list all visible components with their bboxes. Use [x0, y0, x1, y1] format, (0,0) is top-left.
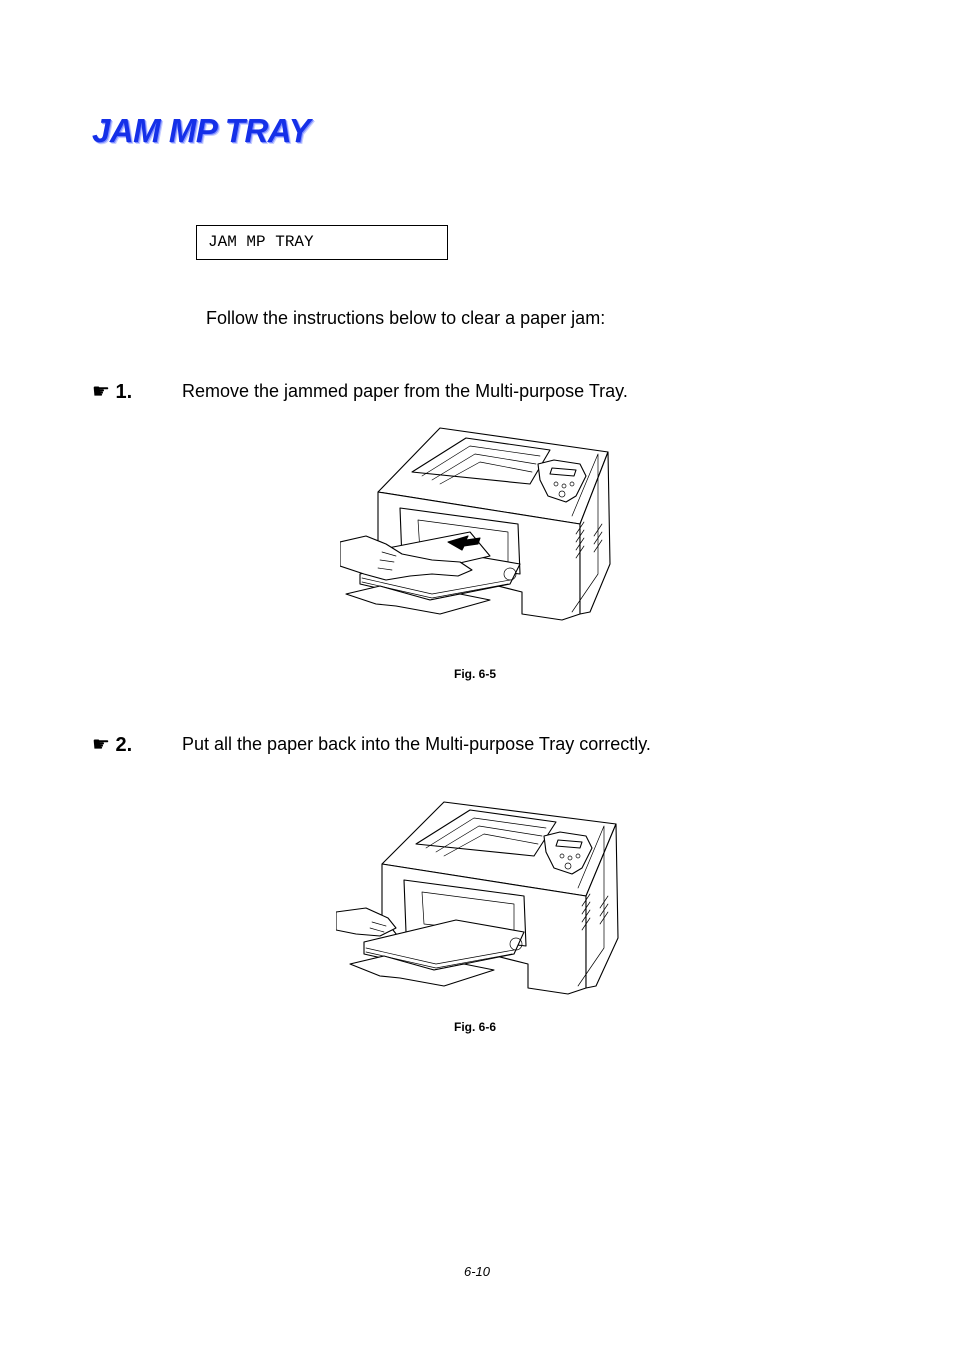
page-number: 6-10 [463, 1264, 491, 1279]
step-1-marker: ☛ 1. [92, 381, 133, 403]
step-2-marker: ☛ 2. [92, 734, 133, 756]
step-2-text: Put all the paper back into the Multi-purpose Tray correctly. [182, 734, 651, 754]
lcd-message-box: JAM MP TRAY [196, 225, 448, 260]
figure-6-6-caption: Fig. 6-6 [454, 1020, 497, 1034]
intro-text: Follow the instructions below to clear a paper jam: [206, 308, 606, 328]
figure-6-5-printer-illustration [340, 424, 615, 624]
page-title: JAM MP TRAY [92, 112, 311, 149]
step-1-text: Remove the jammed paper from the Multi-purpose Tray. [182, 381, 628, 401]
figure-6-6-printer-illustration [336, 798, 620, 998]
figure-6-5-caption: Fig. 6-5 [454, 667, 497, 681]
